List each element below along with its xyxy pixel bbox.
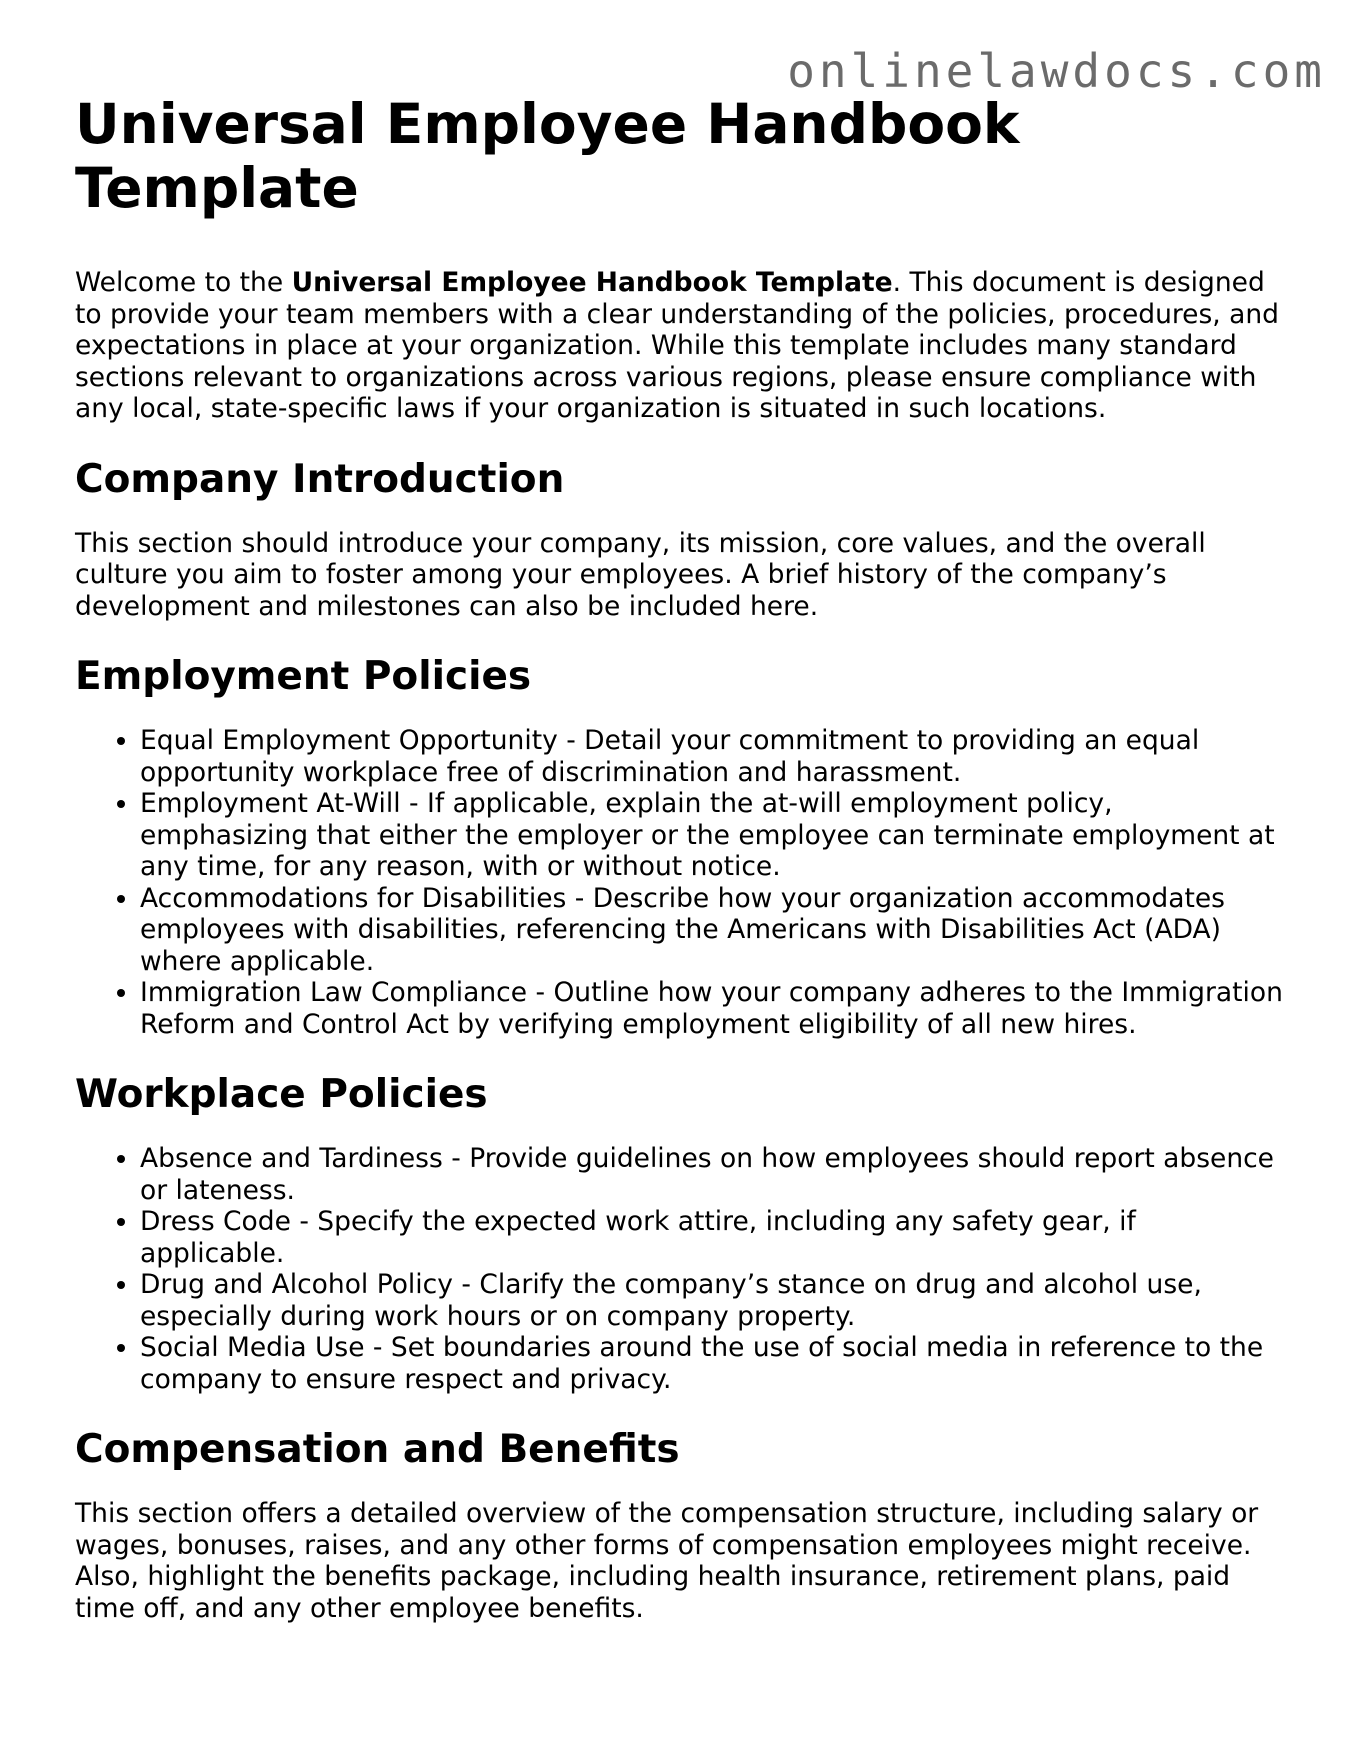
company-introduction-text: This section should introduce your company, its mission, core values, and the overall culture you aim to foster among your employees. A brief history of the company’s development and milestones can also be included here. bbox=[75, 527, 1206, 622]
document-page bbox=[75, 92, 1285, 1656]
list-item: • Employment At-Will - If applicable, explain the at-will employment policy, emphasizing that either the employer or the employee can terminate employment at any time, for any reason, with or without notice. bbox=[140, 788, 1285, 883]
intro-suffix: . This document is designed to provide your team members with a clear understanding of the policies, procedures, and expectations in place at your organization. While this template includes many standard sections relevant to organizations across various regions, please ensure compliance with any local, state-specific laws if your organization is situated in such locations. bbox=[75, 267, 1279, 424]
list-item: • Equal Employment Opportunity - Detail your commitment to providing an equal opportunity workplace free of discrimination and harassment. bbox=[140, 725, 1285, 788]
heading-company-introduction: Company Introduction bbox=[75, 456, 565, 502]
list-item: • Immigration Law Compliance - Outline how your company adheres to the Immigration Reform and Control Act by verifying employment eligibility of all new hires. bbox=[140, 977, 1285, 1040]
list-item: • Absence and Tardiness - Provide guidelines on how employees should report absence or lateness. bbox=[140, 1143, 1285, 1206]
intro-bold: Universal Employee Handbook Template bbox=[291, 267, 893, 298]
list-item: • Dress Code - Specify the expected work attire, including any safety gear, if applicable. bbox=[140, 1206, 1285, 1269]
list-item: • Drug and Alcohol Policy - Clarify the company’s stance on drug and alcohol use, especially during work hours or on company property. bbox=[140, 1269, 1285, 1332]
heading-workplace-policies: Workplace Policies bbox=[75, 1072, 488, 1117]
watermark: onlinelawdocs.com bbox=[787, 44, 1326, 98]
list-item: • Social Media Use - Set boundaries around the use of social media in reference to the company to ensure respect and privacy. bbox=[140, 1332, 1285, 1395]
heading-compensation-and-benefits: Compensation and Benefits bbox=[75, 1427, 680, 1472]
page-title: Universal Employee Handbook Template bbox=[75, 92, 1020, 220]
compensation-text: This section offers a detailed overview of the compensation structure, including salary or wages, bonuses, raises, and any other forms of compensation employees might receive. Also, highlight the benefits package, including health insurance, retirement plans, paid time off, and any other employee benefits. bbox=[75, 1498, 1259, 1624]
intro-prefix: Welcome to the bbox=[75, 267, 292, 298]
list-item: • Accommodations for Disabilities - Describe how your organization accommodates employees with disabilities, referencing the Americans with Disabilities Act (ADA) where applicable. bbox=[140, 883, 1285, 978]
intro-paragraph bbox=[75, 267, 1285, 425]
employment-policies-list bbox=[75, 725, 1285, 1040]
workplace-policies-list bbox=[75, 1143, 1285, 1395]
heading-employment-policies: Employment Policies bbox=[75, 654, 532, 699]
